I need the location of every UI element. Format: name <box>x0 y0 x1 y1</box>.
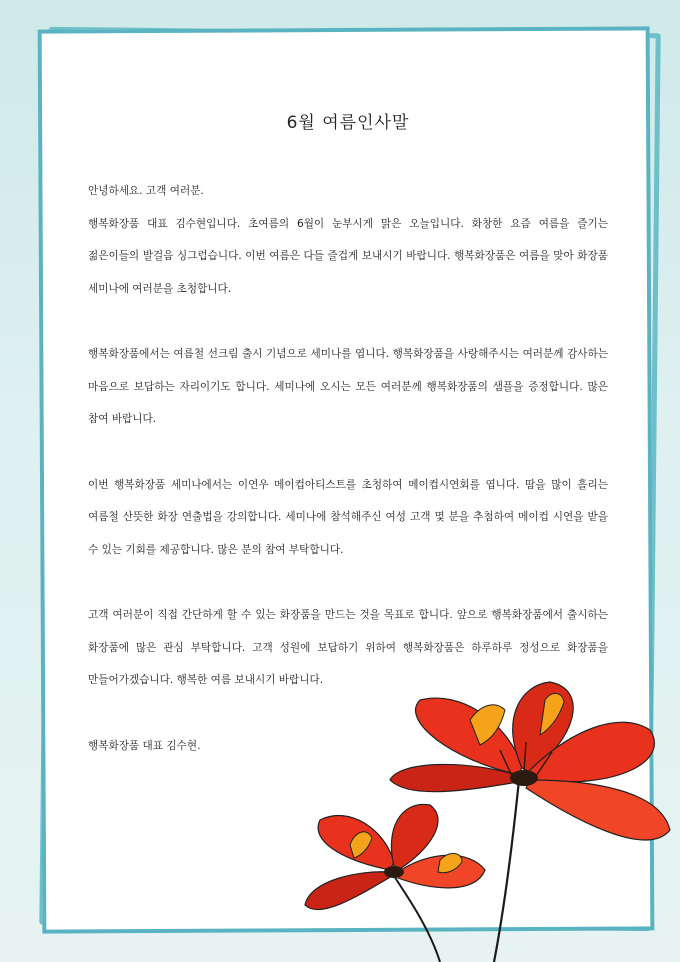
letter-title: 6월 여름인사말 <box>286 113 410 133</box>
letter-content <box>88 108 608 762</box>
red-poppy-flower-illustration <box>290 680 680 962</box>
letter-greeting: 안녕하세요. 고객 여러분. <box>88 185 204 197</box>
letter-paragraph-3: 이번 행복화장품 세미나에서는 이연우 메이컵아티스트를 초청하여 메이컵시연회를 엽니다. 땀을 많이 흘리는 여름철 산뜻한 화장 연출법을 강의합니다. 세미나에 참석해주신 여성 고객 몇 분을 추첨하여 메이컵 시연을 받을 수 있는 기회를 제공합니다. 많은 분의 참여 부탁합니다. <box>88 478 608 556</box>
letter-signoff: 행복화장품 대표 김수현. <box>88 739 201 752</box>
letter-paragraph-4: 고객 여러분이 직접 간단하게 할 수 있는 화장품을 만드는 것을 목표로 합니다. 앞으로 행복화장품에서 출시하는 화장품에 많은 관심 부탁합니다. 고객 성원에 보답하기 위하여 행복화장품은 하루하루 정성으로 화장품을 만들어가겠습니다. 행복한 여름 보내시기 바랍니다. <box>88 609 608 686</box>
letter-paragraph-2: 행복화장품에서는 여름철 선크림 출시 기념으로 세미나를 엽니다. 행복화장품을 사랑해주시는 여러분께 감사하는 마음으로 보답하는 자리이기도 합니다. 세미나에 오시는 모든 여러분께 행복화장품의 샘플을 증정합니다. 많은 참여 바랍니다. <box>88 348 608 425</box>
letter-paragraph-1: 행복화장품 대표 김수현입니다. 초여름의 6월이 눈부시게 맑은 오늘입니다. 화창한 요즘 여름을 즐기는 젊은이들의 발걸음 싱그럽습니다. 이번 여름은 다들 즐겁게 보내시기 바랍니다. 행복화장품은 여름을 맞아 화장품 세미나에 여러분을 초청합니다. <box>88 217 608 295</box>
